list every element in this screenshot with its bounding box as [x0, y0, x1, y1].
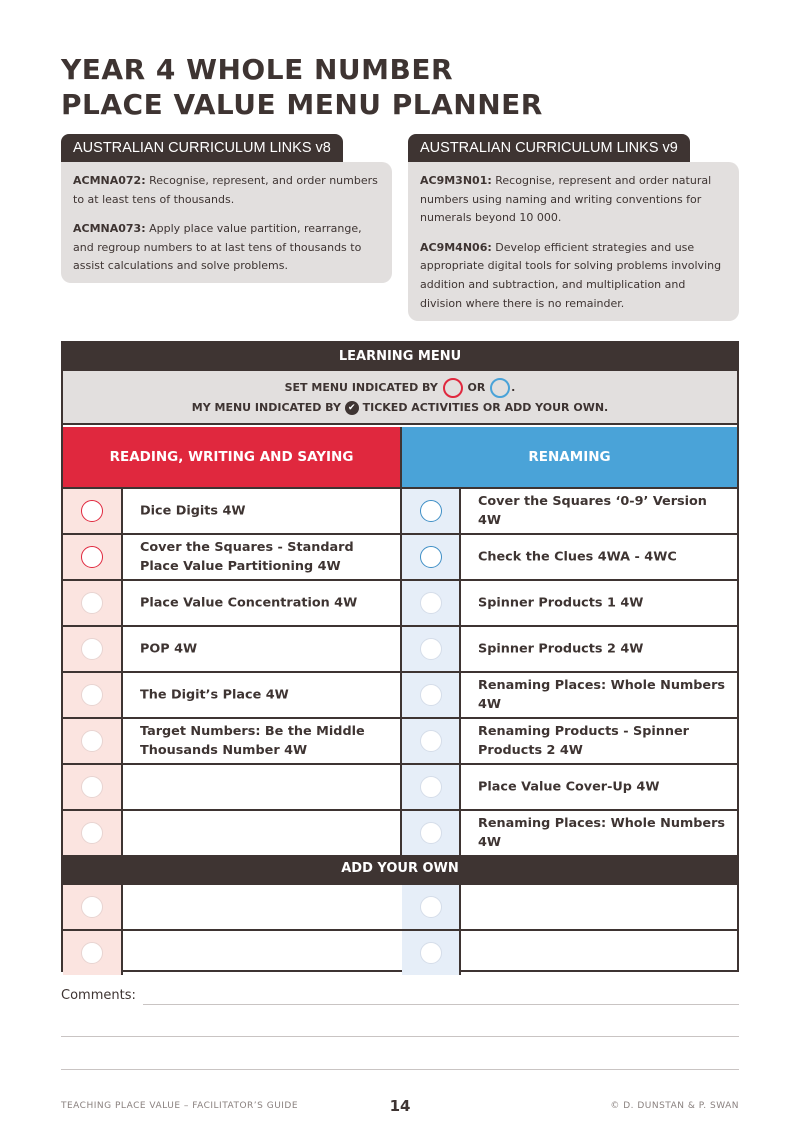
comment-line[interactable]: [61, 1069, 739, 1070]
learning-menu-heading: LEARNING MENU: [63, 343, 737, 371]
curriculum-item: [420, 172, 727, 228]
footer-right: © D. DUNSTAN & P. SWAN: [610, 1101, 739, 1111]
activity-cell: [463, 931, 737, 975]
page-title: [61, 52, 741, 122]
select-cell: [402, 765, 461, 809]
activity-label: Dice Digits 4W: [140, 503, 246, 519]
activity-cell: [125, 489, 400, 533]
empty-circle-icon[interactable]: [420, 942, 442, 964]
red-circle-icon: [443, 378, 463, 398]
empty-circle-icon[interactable]: [420, 684, 442, 706]
select-cell: [402, 719, 461, 763]
empty-circle-icon[interactable]: [420, 730, 442, 752]
select-cell: [63, 885, 123, 929]
select-cell: [63, 931, 123, 975]
select-cell: [63, 581, 123, 625]
activity-cell: [125, 885, 400, 929]
curriculum-code: ACMNA073:: [73, 222, 146, 236]
empty-circle-icon[interactable]: [81, 730, 103, 752]
select-cell: [402, 581, 461, 625]
activity-label: Place Value Cover-Up 4W: [478, 779, 660, 795]
activity-cell: [125, 627, 400, 671]
activity-cell: [463, 885, 737, 929]
empty-circle-icon[interactable]: [420, 776, 442, 798]
curriculum-code: ACMNA072:: [73, 174, 146, 187]
select-cell: [402, 885, 461, 929]
menu-row: [63, 809, 737, 855]
curriculum-v9-heading: AUSTRALIAN CURRICULUM LINKS v9: [408, 134, 690, 162]
activity-cell: [463, 673, 737, 717]
activity-label: Renaming Places: Whole Numbers 4W: [478, 678, 726, 712]
menu-row: [63, 763, 737, 809]
menu-row: [63, 533, 737, 579]
curriculum-text: Develop efficient strategies and use appropriate digital tools for solving problems involving addition and subtraction, and multiplication and division where there is no remainder.: [420, 240, 722, 310]
curriculum-v9-box: [408, 162, 739, 321]
select-cell: [63, 719, 123, 763]
check-circle-icon: ✔: [345, 401, 359, 415]
legend-period: .: [511, 381, 516, 394]
add-your-own-heading: ADD YOUR OWN: [63, 855, 737, 883]
learning-menu-table: [61, 341, 739, 972]
title-line-2: PLACE VALUE MENU PLANNER: [61, 88, 543, 121]
blue-circle-icon: [490, 378, 510, 398]
red-circle-icon[interactable]: [81, 546, 103, 568]
add-own-row: [63, 929, 737, 975]
activity-label: Spinner Products 2 4W: [478, 641, 644, 657]
red-circle-icon[interactable]: [81, 500, 103, 522]
curriculum-text: Apply place value partition, rearrange, and regroup numbers to at last tens of thousands to assist calculations and solve problems.: [73, 222, 362, 273]
select-cell: [63, 489, 123, 533]
blue-circle-icon[interactable]: [420, 500, 442, 522]
legend-ticked-label: TICKED ACTIVITIES OR ADD YOUR OWN.: [362, 401, 609, 414]
select-cell: [402, 811, 461, 855]
empty-circle-icon[interactable]: [81, 684, 103, 706]
curriculum-item: [420, 239, 727, 313]
legend-set-label: SET MENU INDICATED BY: [284, 381, 438, 394]
empty-circle-icon[interactable]: [420, 638, 442, 660]
activity-cell: [125, 719, 400, 763]
menu-row: [63, 671, 737, 717]
activity-label: Cover the Squares ‘0-9’ Version 4W: [478, 494, 707, 528]
legend-or: OR: [467, 381, 486, 394]
page-number: 14: [389, 1097, 411, 1115]
activity-cell: [125, 535, 400, 579]
activity-cell: [463, 811, 737, 855]
add-own-row: [63, 883, 737, 929]
activity-cell: [463, 627, 737, 671]
activity-cell: [463, 719, 737, 763]
curriculum-item: [73, 172, 380, 209]
menu-row: [63, 625, 737, 671]
curriculum-text: Recognise, represent and order natural numbers using naming and writing conventions for numerals beyond 10 000.: [420, 174, 712, 225]
menu-row: [63, 717, 737, 763]
menu-legend: [63, 371, 737, 425]
menu-row: [63, 487, 737, 533]
activity-label: Renaming Products - Spinner Products 2 4W: [478, 724, 689, 758]
activity-label: Cover the Squares - Standard Place Value Partitioning 4W: [140, 540, 354, 574]
activity-label: Place Value Concentration 4W: [140, 595, 358, 611]
empty-circle-icon[interactable]: [81, 776, 103, 798]
curriculum-text: Recognise, represent, and order numbers to at least tens of thousands.: [73, 174, 378, 206]
select-cell: [402, 931, 461, 975]
title-line-1: YEAR 4 WHOLE NUMBER: [61, 53, 454, 86]
curriculum-v8-heading: AUSTRALIAN CURRICULUM LINKS v8: [61, 134, 343, 162]
activity-cell: [125, 673, 400, 717]
select-cell: [63, 535, 123, 579]
curriculum-v8-box: [61, 162, 392, 283]
empty-circle-icon[interactable]: [81, 822, 103, 844]
activity-cell: [125, 931, 400, 975]
activity-cell: [463, 581, 737, 625]
legend-my-label: MY MENU INDICATED BY: [191, 401, 341, 414]
activity-cell: [463, 489, 737, 533]
comment-line[interactable]: [143, 1004, 739, 1005]
activity-label: The Digit’s Place 4W: [140, 687, 289, 703]
select-cell: [63, 765, 123, 809]
select-cell: [63, 627, 123, 671]
curriculum-code: AC9M3N01:: [420, 174, 492, 187]
select-cell: [402, 673, 461, 717]
select-cell: [402, 489, 461, 533]
activity-label: Check the Clues 4WA - 4WC: [478, 549, 677, 565]
empty-circle-icon[interactable]: [81, 942, 103, 964]
activity-label: POP 4W: [140, 641, 198, 657]
curriculum-item: [73, 220, 380, 276]
column-heading-renaming: RENAMING: [402, 427, 737, 487]
menu-row: [63, 579, 737, 625]
activity-cell: [463, 535, 737, 579]
activity-cell: [125, 811, 400, 855]
column-heading-reading: READING, WRITING AND SAYING: [63, 427, 400, 487]
comments-label: Comments:: [61, 988, 136, 1003]
empty-circle-icon[interactable]: [420, 822, 442, 844]
empty-circle-icon[interactable]: [420, 896, 442, 918]
empty-circle-icon[interactable]: [81, 638, 103, 660]
activity-label: Target Numbers: Be the Middle Thousands Number 4W: [140, 724, 365, 758]
select-cell: [63, 673, 123, 717]
curriculum-code: AC9M4N06:: [420, 240, 492, 254]
blue-circle-icon[interactable]: [420, 546, 442, 568]
activity-label: Renaming Places: Whole Numbers 4W: [478, 816, 726, 850]
empty-circle-icon[interactable]: [420, 592, 442, 614]
comment-line[interactable]: [61, 1036, 739, 1037]
activity-cell: [125, 581, 400, 625]
select-cell: [63, 811, 123, 855]
empty-circle-icon[interactable]: [81, 896, 103, 918]
activity-cell: [463, 765, 737, 809]
footer-left: TEACHING PLACE VALUE – FACILITATOR’S GUIDE: [61, 1101, 299, 1111]
select-cell: [402, 535, 461, 579]
select-cell: [402, 627, 461, 671]
activity-cell: [125, 765, 400, 809]
empty-circle-icon[interactable]: [81, 592, 103, 614]
activity-label: Spinner Products 1 4W: [478, 595, 644, 611]
